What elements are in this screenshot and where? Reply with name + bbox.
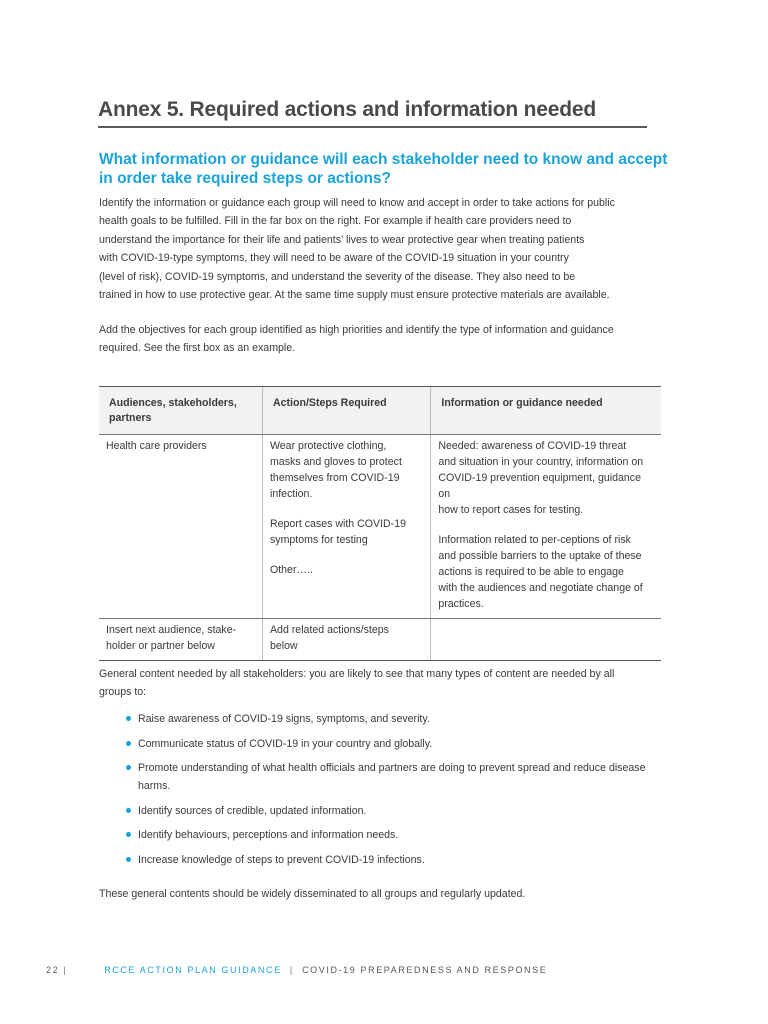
bullet-icon: [126, 857, 131, 862]
table-row: [99, 435, 661, 619]
intro-line: trained in how to use protective gear. At the same time supply must ensure protective materials are available.: [99, 289, 610, 302]
objectives-line: required. See the first box as an example.: [99, 342, 296, 355]
intro-paragraph: [99, 194, 669, 304]
intro-line: health goals to be fulfilled. Fill in the far box on the right. For example if health care providers need to: [99, 215, 572, 228]
intro-line: Identify the information or guidance each group will need to know and accept in order to take actions for public: [99, 197, 615, 209]
bullet-text: Identify sources of credible, updated information.: [138, 804, 367, 817]
bullet-text: Identify behaviours, perceptions and information needs.: [138, 829, 399, 841]
cell-line: Add related actions/steps: [269, 624, 389, 636]
content-bullet-list: [126, 710, 656, 875]
objectives-paragraph: [99, 321, 669, 358]
footer-divider: |: [63, 965, 68, 975]
general-line: General content needed by all stakeholders: you are likely to see that many types of content are needed by all: [99, 668, 615, 680]
bullet-text: Increase knowledge of steps to prevent COVID-19 infections.: [138, 853, 425, 866]
bullet-text: Raise awareness of COVID-19 signs, symptoms, and severity.: [138, 713, 430, 725]
cell-information: [431, 435, 661, 619]
cell-line: Wear protective clothing,: [269, 440, 387, 452]
cell-line: below: [269, 640, 298, 652]
cell-information: [431, 619, 661, 661]
bullet-icon: [126, 765, 131, 770]
bullet-text: Communicate status of COVID-19 in your country and globally.: [138, 737, 433, 750]
cell-line: holder or partner below: [106, 640, 215, 652]
cell-line: infection.: [269, 488, 313, 500]
cell-actions: [262, 619, 430, 661]
cell-line: actions is required to be able to engage: [438, 566, 624, 578]
annex-title: Annex 5. Required actions and information needed: [98, 98, 647, 128]
closing-paragraph: These general contents should be widely disseminated to all groups and regularly updated.: [99, 888, 526, 900]
bullet-icon: [126, 832, 131, 837]
cell-line: Report cases with COVID-19: [269, 518, 406, 530]
table-row: [99, 619, 661, 661]
list-item: [126, 851, 656, 869]
cell-line: Needed: awareness of COVID-19 threat: [438, 440, 627, 452]
cell-line: masks and gloves to protect: [269, 456, 402, 468]
list-item: [126, 735, 656, 753]
general-content-paragraph: [99, 665, 669, 702]
cell-line: practices.: [438, 598, 484, 610]
footer-series-title: RCCE ACTION PLAN GUIDANCE: [104, 965, 282, 975]
cell-audience: [99, 619, 262, 661]
header-audiences: Audiences, stakeholders, partners: [99, 387, 262, 435]
cell-line: COVID-19 prevention equipment, guidance on: [438, 472, 641, 500]
list-item: [126, 710, 656, 728]
list-item: [126, 802, 656, 820]
list-item: [126, 759, 656, 795]
intro-line: with COVID-19-type symptoms, they will need to be aware of the COVID-19 situation in your country: [99, 252, 569, 265]
table-header-row: [99, 387, 661, 435]
list-item: [126, 826, 656, 844]
header-actions: Action/Steps Required: [262, 387, 430, 435]
page-number: 22: [46, 965, 60, 975]
objectives-line: Add the objectives for each group identified as high priorities and identify the type of information and guidance: [99, 324, 614, 336]
cell-audience: Health care providers: [99, 435, 262, 619]
bullet-icon: [126, 716, 131, 721]
section-subheading: What information or guidance will each stakeholder need to know and accept in order take required steps or actions?: [99, 151, 668, 187]
cell-line: with the audiences and negotiate change of: [438, 582, 643, 594]
bullet-text: Promote understanding of what health officials and partners are doing to prevent spread and reduce disease harms.: [138, 762, 646, 792]
bullet-icon: [126, 808, 131, 813]
cell-line: Information related to per-ceptions of risk: [438, 534, 631, 546]
cell-line: symptoms for testing: [269, 534, 368, 546]
footer-divider: |: [289, 965, 294, 975]
intro-line: understand the importance for their life and patients’ lives to wear protective gear when treating patients: [99, 233, 585, 246]
header-information: Information or guidance needed: [431, 387, 661, 435]
footer-subtitle: COVID-19 PREPAREDNESS AND RESPONSE: [302, 965, 548, 975]
cell-actions: [262, 435, 430, 619]
cell-line: and possible barriers to the uptake of these: [438, 550, 642, 562]
bullet-icon: [126, 741, 131, 746]
cell-line: and situation in your country, information on: [438, 456, 644, 468]
page-footer: [46, 965, 547, 975]
cell-line: themselves from COVID-19: [269, 472, 400, 484]
intro-line: (level of risk), COVID-19 symptoms, and understand the severity of the disease. They also need to be: [99, 270, 576, 283]
cell-line: how to report cases for testing.: [438, 504, 584, 516]
stakeholder-table: [99, 386, 661, 661]
cell-line: Insert next audience, stake-: [106, 624, 237, 636]
cell-line: Other…..: [269, 564, 313, 576]
general-line: groups to:: [99, 686, 147, 699]
